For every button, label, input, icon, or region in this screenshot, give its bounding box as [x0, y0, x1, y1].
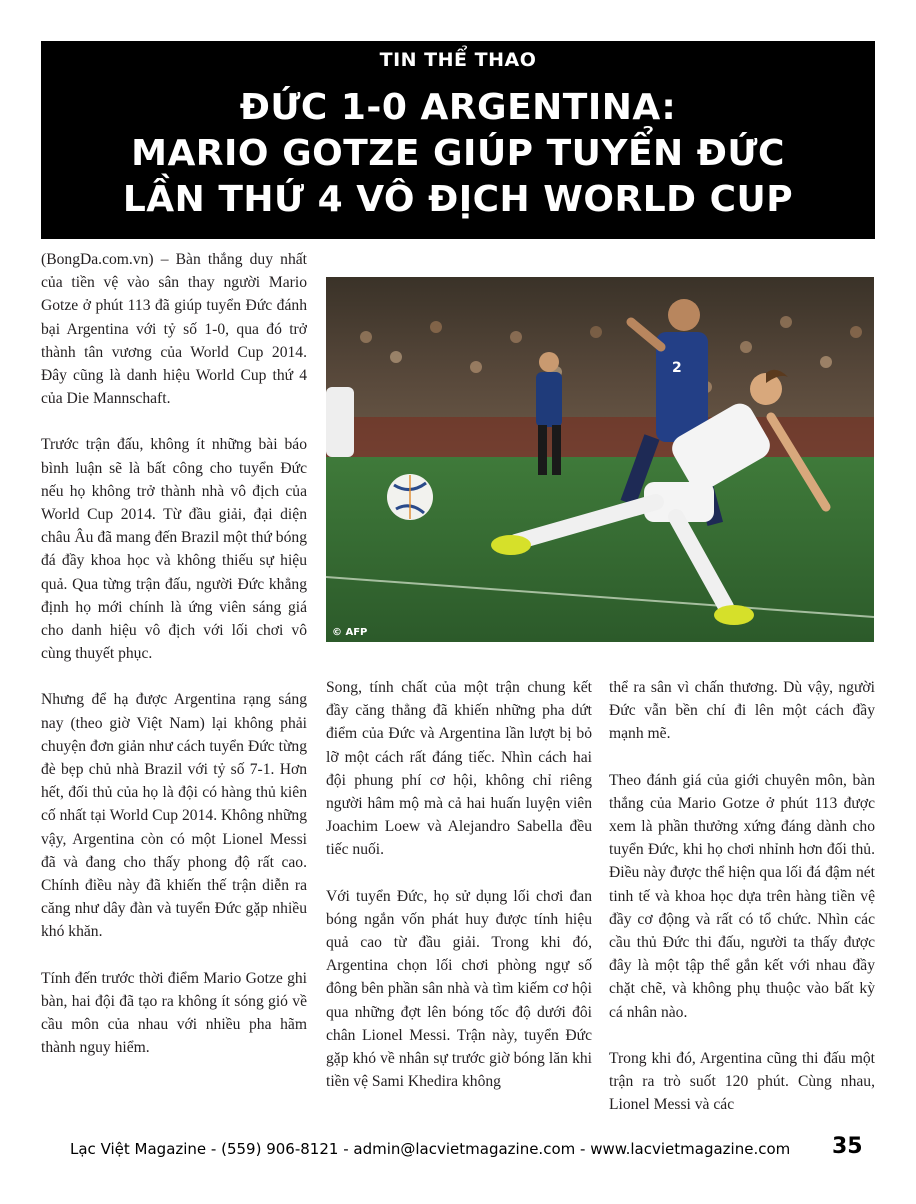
paragraph: Trong khi đó, Argentina cũng thi đấu một trận ra trò suốt 120 phút. Cùng nhau, Lionel Messi và các [609, 1049, 875, 1114]
paragraph: Nhưng để hạ được Argentina rạng sáng nay (theo giờ Việt Nam) lại không phải chuyện đơn giản như cách tuyển Đức từng đè bẹp chủ nhà Brazil với tỷ số 7-1. Hơn hết, đối thủ của họ là đội có hàng thủ kiên cố nhất tại World Cup 2014. Không những vậy, Argentina còn có một Lionel Messi đã và đang cho thấy phong độ rất cao. Chính điều này đã khiến thế trận diễn ra căng như dây đàn và tuyển Đức gặp nhiều khó khăn. [41, 691, 307, 941]
jersey-number: 2 [672, 360, 682, 376]
photo-credit: © AFP [332, 627, 368, 638]
headline-line: MARIO GOTZE GIÚP TUYỂN ĐỨC [131, 133, 785, 174]
page-footer: Lạc Việt Magazine - (559) 906-8121 - admin@lacvietmagazine.com - www.lacvietmagazine.com [70, 1140, 791, 1158]
paragraph: (BongDa.com.vn) – Bàn thắng duy nhất của tiền vệ vào sân thay người Mario Gotze ở phút 113 đã giúp tuyển Đức đánh bại Argentina với tỷ số 1-0, qua đó trở thành tân vương của World Cup 2014. Đây cũng là danh hiệu World Cup thứ 4 của Die Mannschaft. [41, 251, 307, 408]
football [387, 474, 433, 520]
article-header [41, 41, 875, 239]
article-column-3 [609, 676, 875, 1128]
article-column-1 [41, 248, 307, 1128]
paragraph: thể ra sân vì chấn thương. Dù vậy, người Đức vẫn bền chí đi lên một cách đầy mạnh mẽ. [609, 679, 875, 743]
paragraph: Với tuyển Đức, họ sử dụng lối chơi đan bóng ngắn vốn phát huy được tính hiệu quả cao từ đầu giải. Trong khi đó, Argentina chọn lối chơi phòng ngự số đông bên phần sân nhà và tìm kiếm cơ hội qua những đợt lên bóng tốc độ dưới đôi chân Lionel Messi. Trận này, tuyển Đức gặp khó về nhân sự trước giờ bóng lăn khi tiền vệ Sami Khedira không [326, 887, 592, 1091]
paragraph: Tính đến trước thời điểm Mario Gotze ghi bàn, hai đội đã tạo ra không ít sóng gió về cầu môn của nhau với nhiều pha hãm thành nguy hiểm. [41, 969, 307, 1057]
match-photo [326, 277, 874, 642]
paragraph: Song, tính chất của một trận chung kết đầy căng thẳng đã khiến những pha dứt điểm của Đức và Argentina lần lượt bị bỏ lỡ một cách rất đáng tiếc. Nhìn cách hai đội phung phí cơ hội, không chỉ riêng người hâm mộ mà cả hai huấn luyện viên Joachim Loew và Alejandro Sabella đều tiếc nuối. [326, 679, 592, 859]
article-column-2 [326, 676, 592, 1128]
section-label: TIN THỂ THAO [379, 49, 537, 71]
paragraph: Theo đánh giá của giới chuyên môn, bàn thắng của Mario Gotze ở phút 113 được xem là phần thưởng xứng đáng dành cho tuyển Đức, khi họ chơi nhỉnh hơn đối thủ. Điều này được thể hiện qua lối đá đậm nét tinh tế và khoa học dựa trên hàng tiền vệ đầy cơ động và rất có tổ chức. Nhìn các cầu thủ Đức thi đấu, người ta thấy được đây là một tập thể gắn kết với nhau đầy chặt chẽ, và không phụ thuộc vào bất kỳ cá nhân nào. [609, 771, 875, 1021]
headline-line: LẦN THỨ 4 VÔ ĐỊCH WORLD CUP [122, 179, 794, 220]
page-number: 35 [832, 1134, 863, 1159]
photo-illustration [326, 277, 874, 642]
player-figure [326, 387, 354, 457]
headline-line: ĐỨC 1-0 ARGENTINA: [239, 87, 677, 128]
paragraph: Trước trận đấu, không ít những bài báo bình luận sẽ là bất công cho tuyển Đức nếu họ không trở thành nhà vô địch của World Cup 2014. Từ đầu giải, đại diện châu Âu đã mang đến Brazil một thứ bóng đá đầy khoa học và không thiếu sự hiệu quả. Qua từng trận đấu, người Đức khẳng định họ mới chính là ứng viên sáng giá cho danh hiệu vô địch với lối chơi vô cùng thuyết phục. [41, 436, 307, 663]
headline [41, 85, 875, 223]
